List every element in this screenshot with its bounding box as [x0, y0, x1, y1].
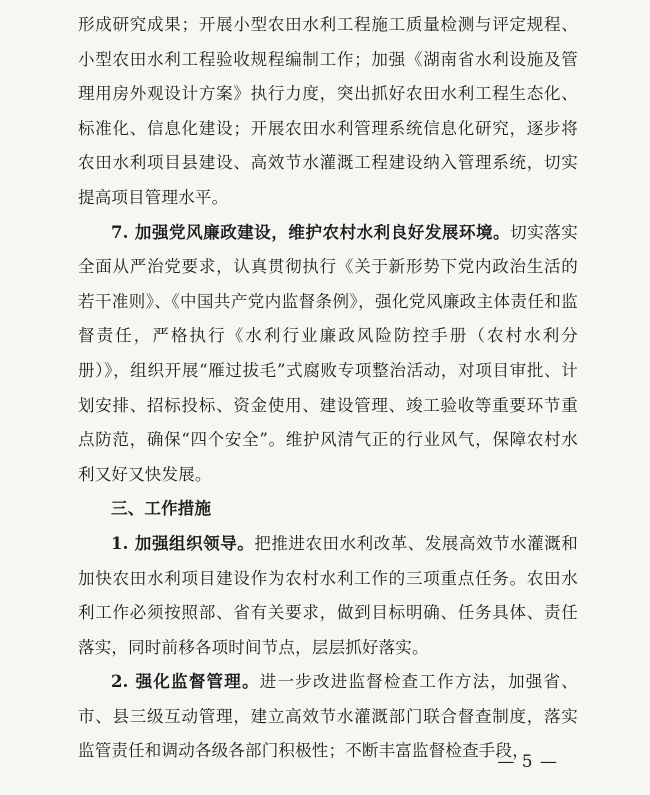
- paragraph-measure-1: [78, 527, 578, 665]
- measure-2-text: 进一步改进监督检查工作方法，加强省、市、县三级互动管理，建立高效节水灌溉部门联合督查制度，落实监管责任和调动各级各部门积极性；不断丰富监督检查手段，: [78, 672, 578, 761]
- measure-1-text: 把推进农田水利改革、发展高效节水灌溉和加快农田水利项目建设作为农村水利工作的三项重点任务。农田水利工作必须按照部、省有关要求，做到目标明确、任务具体、责任落实，同时前移各项时间节点，层层抓好落实。: [78, 533, 578, 657]
- body-text: [78, 8, 578, 769]
- page-number: — 5 —: [497, 752, 558, 772]
- paragraph-item-7: [78, 216, 578, 493]
- item-7-lead: 7. 加强党风廉政建设，维护农村水利良好发展环境。: [111, 222, 511, 242]
- paragraph-continuation-text: 形成研究成果；开展小型农田水利工程施工质量检测与评定规程、小型农田水利工程验收规程编制工作；加强《湖南省水利设施及管理用房外观设计方案》执行力度，突出抓好农田水利工程生态化、标准化、信息化建设；开展农田水利管理系统信息化研究，逐步将农田水利项目县建设、高效节水灌溉工程建设纳入管理系统，切实提高项目管理水平。: [78, 15, 578, 207]
- paragraph-continuation: [78, 8, 578, 216]
- section-heading: 三、工作措施: [111, 499, 212, 519]
- measure-1-lead: 1. 加强组织领导。: [111, 533, 255, 553]
- measure-2-lead: 2. 强化监督管理。: [111, 672, 260, 692]
- item-7-text: 切实落实全面从严治党要求，认真贯彻执行《关于新形势下党内政治生活的若干准则》、《中国共产党内监督条例》，强化党风廉政主体责任和监督责任，严格执行《水利行业廉政风险防控手册（农村水利分册）》，组织开展“雁过拔毛”式腐败专项整治活动，对项目审批、计划安排、招标投标、资金使用、建设管理、竣工验收等重要环节重点防范，确保“四个安全”。维护风清气正的行业风气，保障农村水利又好又快发展。: [78, 222, 578, 484]
